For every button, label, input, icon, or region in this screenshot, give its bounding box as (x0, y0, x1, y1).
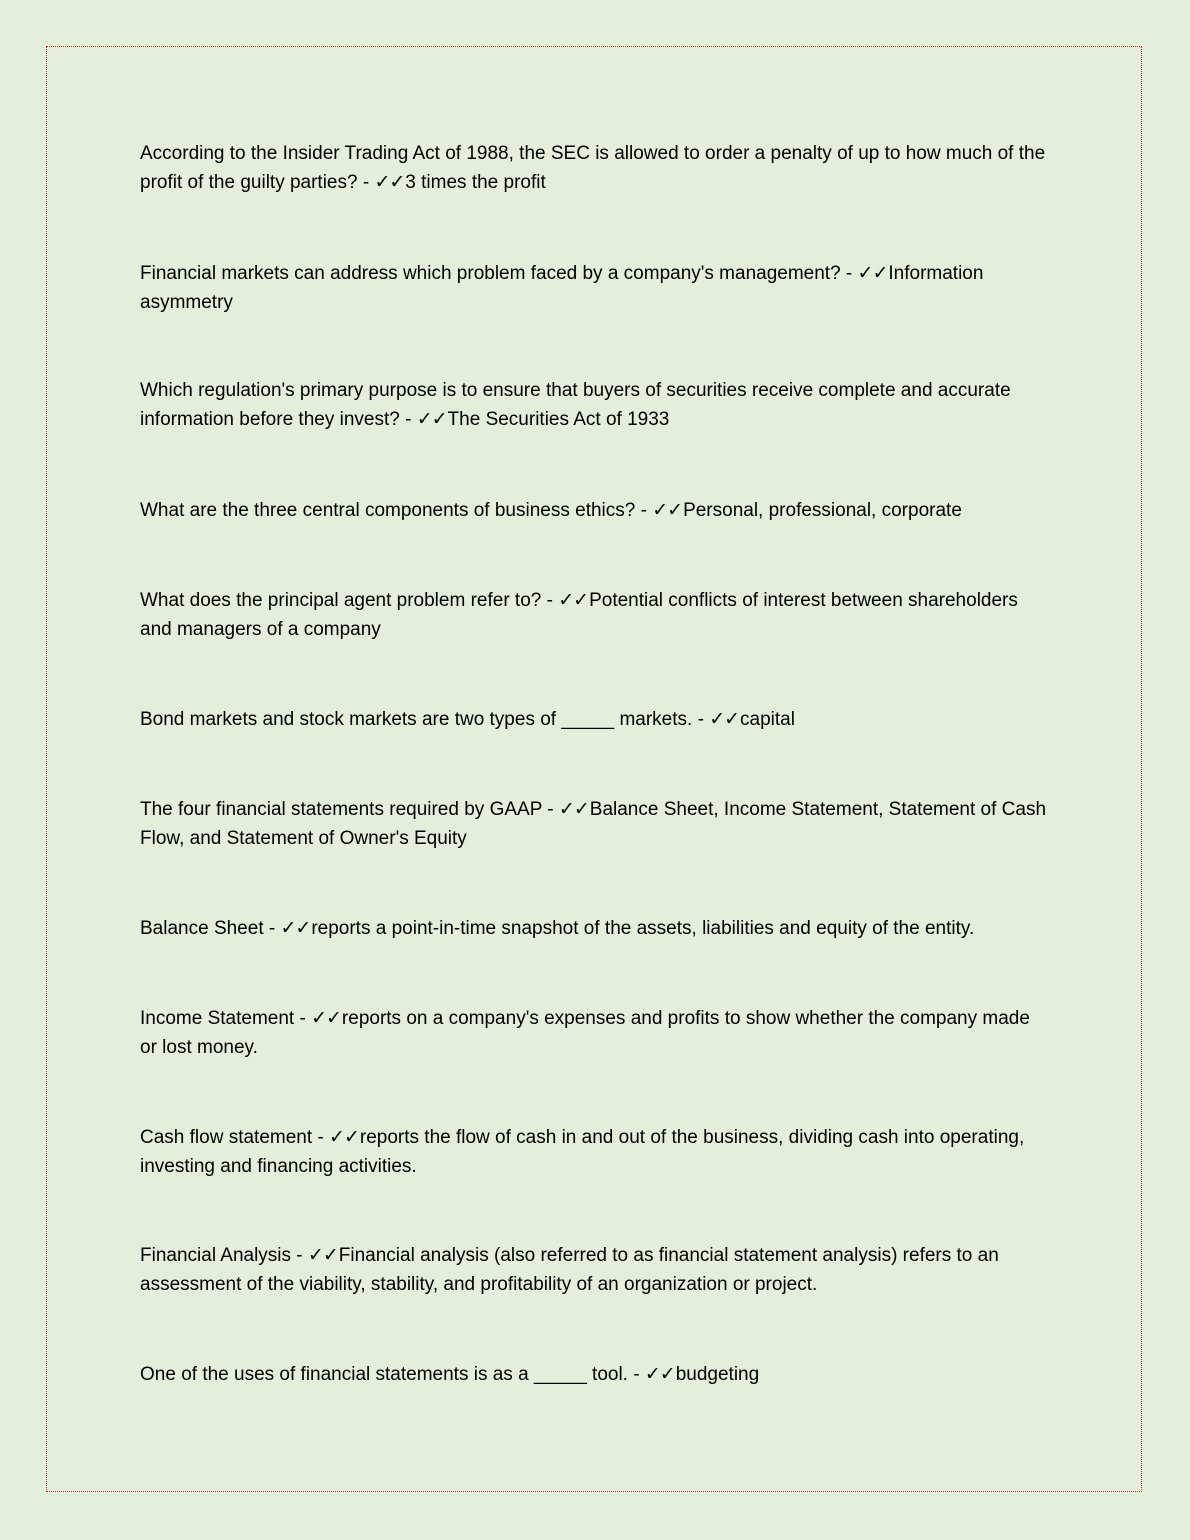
double-check-icon: ✓✓ (558, 799, 589, 820)
double-check-icon: ✓✓ (644, 1364, 675, 1385)
question-text: Which regulation's primary purpose is to ensure that buyers of securities receive complete and accurate information before they invest? - (140, 380, 1011, 430)
question-text: Financial markets can address which problem faced by a company's management? - (140, 263, 858, 284)
answer-text: Information asymmetry (140, 263, 984, 313)
question-text: Balance Sheet - (140, 918, 281, 939)
double-check-icon: ✓✓ (709, 709, 740, 730)
qa-item (140, 496, 1052, 525)
double-check-icon: ✓✓ (307, 1245, 338, 1266)
qa-item (140, 795, 1052, 853)
qa-item (140, 914, 1052, 943)
question-text: Cash flow statement - (140, 1127, 330, 1148)
answer-text: The Securities Act of 1933 (447, 409, 670, 430)
answer-text: Balance Sheet, Income Statement, Statement of Cash Flow, and Statement of Owner's Equity (140, 799, 1047, 849)
qa-item (140, 139, 1052, 197)
answer-text: reports on a company's expenses and profits to show whether the company made or lost money. (140, 1008, 1030, 1058)
question-text: The four financial statements required by GAAP - (140, 799, 559, 820)
question-text: What does the principal agent problem refer to? - (140, 590, 559, 611)
double-check-icon: ✓✓ (857, 263, 888, 284)
question-text: One of the uses of financial statements is as a _____ tool. - (140, 1364, 645, 1385)
answer-text: 3 times the profit (405, 172, 546, 193)
answer-text: Potential conflicts of interest between shareholders and managers of a company (140, 590, 1018, 640)
qa-item (140, 586, 1052, 644)
qa-item (140, 1004, 1052, 1062)
qa-item (140, 705, 1052, 734)
answer-text: budgeting (675, 1364, 760, 1385)
question-text: Income Statement - (140, 1008, 312, 1029)
double-check-icon: ✓✓ (652, 500, 683, 521)
answer-text: capital (740, 709, 795, 730)
question-text: Bond markets and stock markets are two types of _____ markets. - (140, 709, 710, 730)
answer-text: Financial analysis (also referred to as financial statement analysis) refers to an assessment of the viability, stability, and profitability of an organization or project. (140, 1245, 999, 1295)
qa-item (140, 1360, 1052, 1389)
answer-text: reports the flow of cash in and out of the business, dividing cash into operating, investing and financing activities. (140, 1127, 1025, 1177)
double-check-icon: ✓✓ (374, 172, 405, 193)
double-check-icon: ✓✓ (311, 1008, 341, 1029)
double-check-icon: ✓✓ (416, 409, 447, 430)
qa-item (140, 1123, 1052, 1181)
question-text: What are the three central components of business ethics? - (140, 500, 653, 521)
answer-text: reports a point-in-time snapshot of the assets, liabilities and equity of the entity. (311, 918, 975, 939)
question-text: According to the Insider Trading Act of 1988, the SEC is allowed to order a penalty of up to how much of the profit of the guilty parties? - (140, 143, 1046, 193)
qa-item (140, 259, 1052, 317)
double-check-icon: ✓✓ (558, 590, 589, 611)
double-check-icon: ✓✓ (329, 1127, 359, 1148)
qa-item (140, 376, 1052, 434)
qa-item (140, 1241, 1052, 1299)
answer-text: Personal, professional, corporate (683, 500, 962, 521)
question-text: Financial Analysis - (140, 1245, 308, 1266)
double-check-icon: ✓✓ (280, 918, 311, 939)
